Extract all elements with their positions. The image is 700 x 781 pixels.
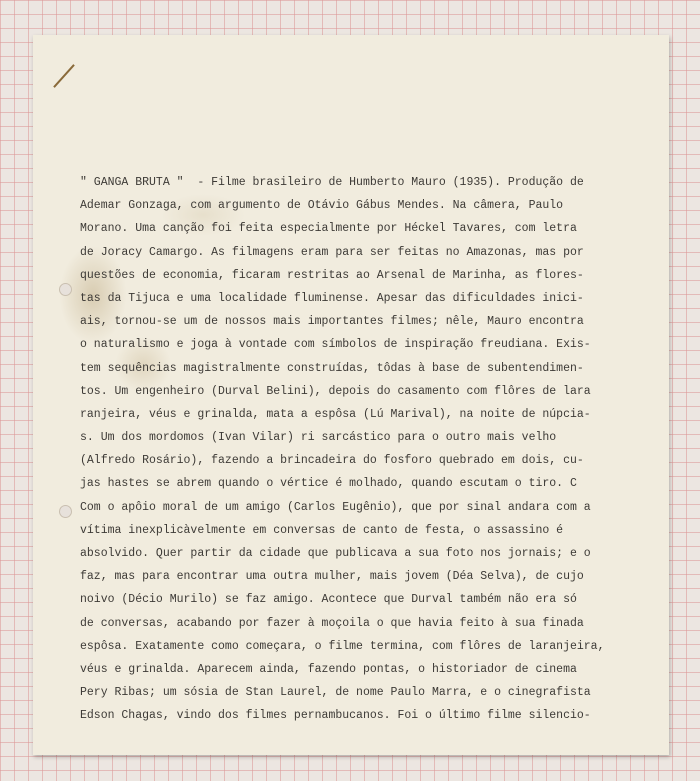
text-line: vítima inexplicàvelmente em conversas de canto de festa, o assassino é [80,523,564,537]
text-line: de Joracy Camargo. As filmagens eram para ser feitas no Amazonas, mas por [80,245,584,259]
text-line: noivo (Décio Murilo) se faz amigo. Acontece que Durval também não era só [80,593,577,607]
text-line: Com o apôio moral de um amigo (Carlos Eugênio), que por sinal andara com a [80,500,591,514]
text-line: jas hastes se abrem quando o vértice é molhado, quando escutam o tiro. C [80,477,577,491]
text-line: o naturalismo e joga à vontade com símbolos de inspiração freudiana. Exis- [80,338,591,352]
text-line: Morano. Uma canção foi feita especialmente por Héckel Tavares, com letra [80,222,577,236]
text-line: Pery Ribas; um sósia de Stan Laurel, de nome Paulo Marra, e o cinegrafista [80,686,591,700]
text-line: " GANGA BRUTA " - Filme brasileiro de Humberto Mauro (1935). Produção de [80,176,584,189]
text-line: tos. Um engenheiro (Durval Belini), depois do casamento com flôres de lara [80,384,591,398]
text-line: tem sequências magistralmente construídas, tôdas à base de subentendimen- [80,361,584,375]
text-line: (Alfredo Rosário), fazendo a brincadeira do fosforo quebrado em dois, cu- [80,454,584,468]
typed-text-block [80,171,650,728]
text-line: espôsa. Exatamente como começara, o filme termina, com flôres de laranjeira, [80,639,605,653]
text-line: s. Um dos mordomos (Ivan Vilar) ri sarcástico para o outro mais velho [80,431,557,445]
text-line: absolvido. Quer partir da cidade que publicava a sua foto nos jornais; e o [80,547,591,560]
punch-hole-top [59,283,72,296]
text-line: de conversas, acabando por fazer à moçoila o que havia feito à sua finada [80,616,584,630]
pencil-mark [53,64,75,88]
text-line: questões de economia, ficaram restritas ao Arsenal de Marinha, as flores- [80,268,584,282]
text-line: Ademar Gonzaga, com argumento de Otávio Gábus Mendes. Na câmera, Paulo [80,199,564,213]
text-line: tas da Tijuca e uma localidade fluminense. Apesar das dificuldades inici- [80,291,584,305]
text-line: ranjeira, véus e grinalda, mata a espôsa (Lú Marival), na noite de núpcia- [80,407,591,421]
text-line: ais, tornou-se um de nossos mais importantes filmes; nêle, Mauro encontra [80,315,584,329]
text-line: véus e grinalda. Aparecem ainda, fazendo pontas, o historiador de cinema [80,662,577,676]
text-line: Edson Chagas, vindo dos filmes pernambucanos. Foi o último filme silencio- [80,709,591,723]
text-line: faz, mas para encontrar uma outra mulher, mais jovem (Déa Selva), de cujo [80,570,584,584]
punch-hole-bottom [59,505,72,518]
